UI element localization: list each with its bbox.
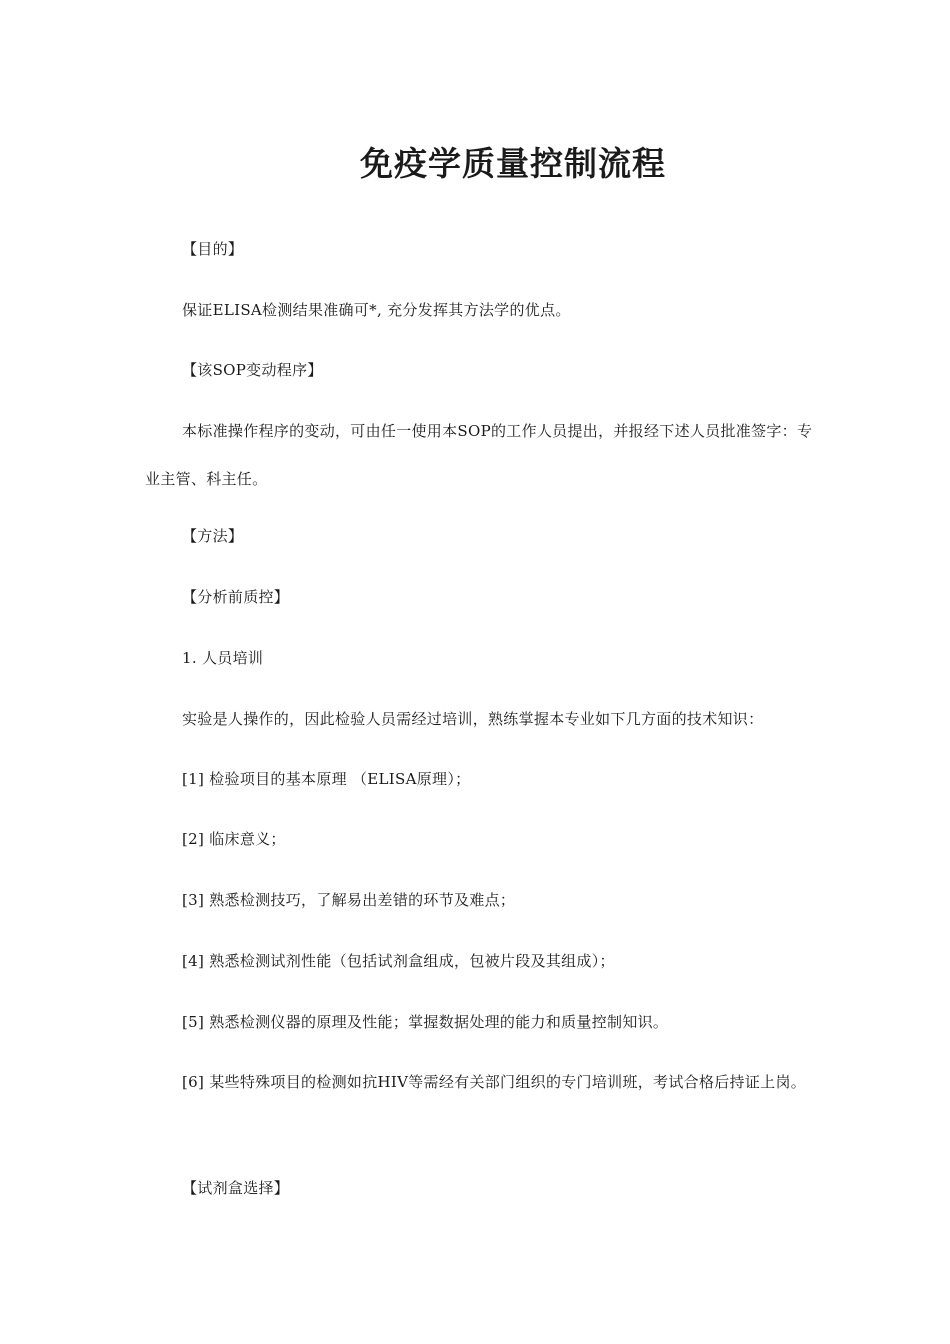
paragraph-sop-change: 本标准操作程序的变动，可由任一使用本SOP的工作人员提出，并报经下述人员批准签字：专业主管、科主任。: [145, 422, 813, 488]
list-item-6: [6] 某些特殊项目的检测如抗HIV等需经有关部门组织的专门培训班，考试合格后持证上岗。: [182, 1073, 807, 1091]
list-item-4: [4] 熟悉检测试剂性能（包括试剂盒组成，包被片段及其组成）；: [182, 952, 615, 970]
section-heading-method: 【方法】: [182, 527, 244, 545]
list-item-3: [3] 熟悉检测技巧，了解易出差错的环节及难点；: [182, 891, 516, 909]
paragraph-training-intro: 实验是人操作的，因此检验人员需经过培训，熟练掌握本专业如下几方面的技术知识：: [182, 710, 764, 728]
list-item-staff-training: 1. 人员培训: [182, 649, 264, 667]
paragraph-purpose: 保证ELISA检测结果准确可*, 充分发挥其方法学的优点。: [182, 301, 571, 319]
document-title: 免疫学质量控制流程: [360, 144, 666, 183]
list-item-2: [2] 临床意义；: [182, 830, 286, 848]
list-item-5: [5] 熟悉检测仪器的原理及性能；掌握数据处理的能力和质量控制知识。: [182, 1013, 669, 1031]
section-heading-kit-selection: 【试剂盒选择】: [182, 1179, 290, 1197]
section-heading-sop-change: 【该SOP变动程序】: [182, 361, 323, 379]
list-item-1: [1] 检验项目的基本原理 （ELISA原理）；: [182, 770, 471, 788]
section-heading-purpose: 【目的】: [182, 240, 244, 258]
section-heading-preanalytic-qc: 【分析前质控】: [182, 588, 290, 606]
